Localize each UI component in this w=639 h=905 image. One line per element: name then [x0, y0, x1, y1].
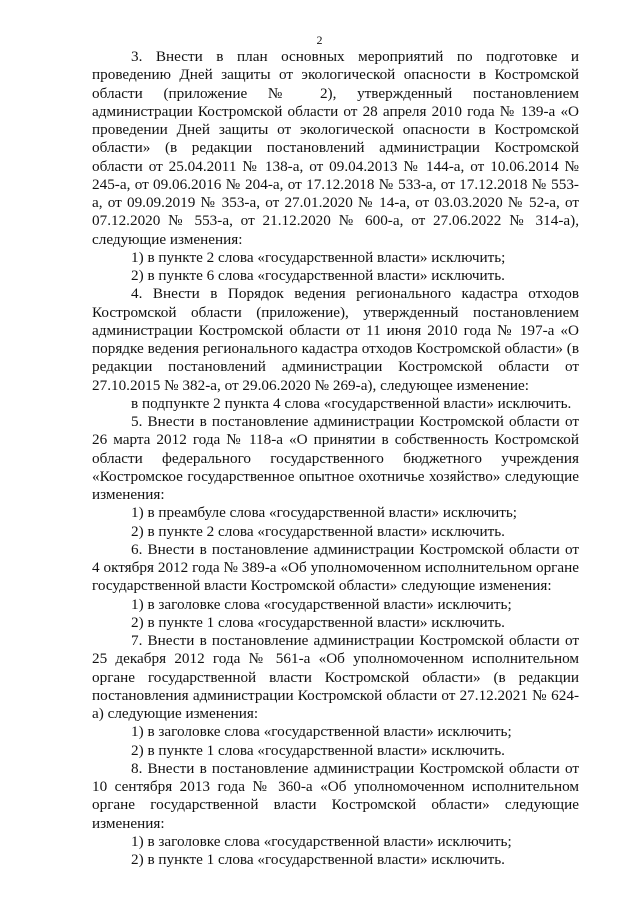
subitem-6-1: 1) в заголовке слова «государственной власти» исключить;: [131, 595, 512, 613]
paragraph-item-4: 4. Внести в Порядок ведения регионального кадастра отходов Костромской области (приложение), утвержденный постановлением администрации Костромской области от 11 июня 2010 года № 197-а «О порядке ведения регионального кадастра отходов Костромской области» (в редакции постановлений администрации Костромской области от 27.10.2015 № 382-а, от 29.06.2020 № 269-а), следующее изменение:: [92, 285, 579, 394]
page-number: 2: [316, 33, 323, 47]
subitem-4-1: в подпункте 2 пункта 4 слова «государственной власти» исключить.: [131, 394, 572, 412]
paragraph-item-7: 7. Внести в постановление администрации Костромской области от 25 декабря 2012 года № 561-а «Об уполномоченном исполнительном органе государственной власти Костромской области» (в редакции постановления администрации Костромской области от 27.12.2021 № 624-а) следующие изменения:: [92, 632, 579, 722]
subitem-7-2: 2) в пункте 1 слова «государственной власти» исключить.: [131, 741, 505, 759]
subitem-3-2: 2) в пункте 6 слова «государственной власти» исключить.: [131, 267, 505, 284]
paragraph-item-8: 8. Внести в постановление администрации Костромской области от 10 сентября 2013 года № 360-а «Об уполномоченном исполнительном органе государственной власти Костромской области» следующие изменения:: [92, 759, 579, 832]
subitem-6-2: 2) в пункте 1 слова «государственной власти» исключить.: [131, 613, 505, 631]
paragraph-item-3: 3. Внести в план основных мероприятий по подготовке и проведению Дней защиты от экологической опасности в Костромской области (приложение № 2), утвержденный постановлением администрации Костромской области от 28 апреля 2010 года № 139-а «О проведении Дней защиты от экологической опасности в Костромской области» (в редакции постановлений администрации Костромской области от 25.04.2011 № 138-а, от 09.04.2013 № 144-а, от 10.06.2014 № 245-а, от 09.06.2016 № 204-а, от 17.12.2018 № 533-а, от 17.12.2018 № 553-а, от 09.09.2019 № 353-а, от 27.01.2020 № 14-а, от 03.03.2020 № 52-а, от 07.12.2020 № 553-а, от 21.12.2020 № 600-а, от 27.06.2022 № 314-а), следующие изменения:: [92, 48, 579, 248]
paragraph-item-6: 6. Внести в постановление администрации Костромской области от 4 октября 2012 года № 389-а «Об уполномоченном исполнительном органе государственной власти Костромской области» следующие изменения:: [92, 540, 579, 595]
document-body: [92, 48, 579, 869]
paragraph-item-5: 5. Внести в постановление администрации Костромской области от 26 марта 2012 года № 118-а «О принятии в собственность Костромской области федерального государственного бюджетного учреждения «Костромское государственное опытное охотничье хозяйство» следующие изменения:: [92, 413, 579, 503]
subitem-8-2: 2) в пункте 1 слова «государственной власти» исключить.: [131, 851, 505, 868]
subitem-8-1: 1) в заголовке слова «государственной власти» исключить;: [131, 832, 512, 850]
subitem-3-1: 1) в пункте 2 слова «государственной власти» исключить;: [131, 248, 506, 266]
subitem-5-2: 2) в пункте 2 слова «государственной власти» исключить.: [131, 522, 505, 540]
subitem-5-1: 1) в преамбуле слова «государственной власти» исключить;: [131, 504, 517, 522]
subitem-7-1: 1) в заголовке слова «государственной власти» исключить;: [131, 723, 512, 741]
